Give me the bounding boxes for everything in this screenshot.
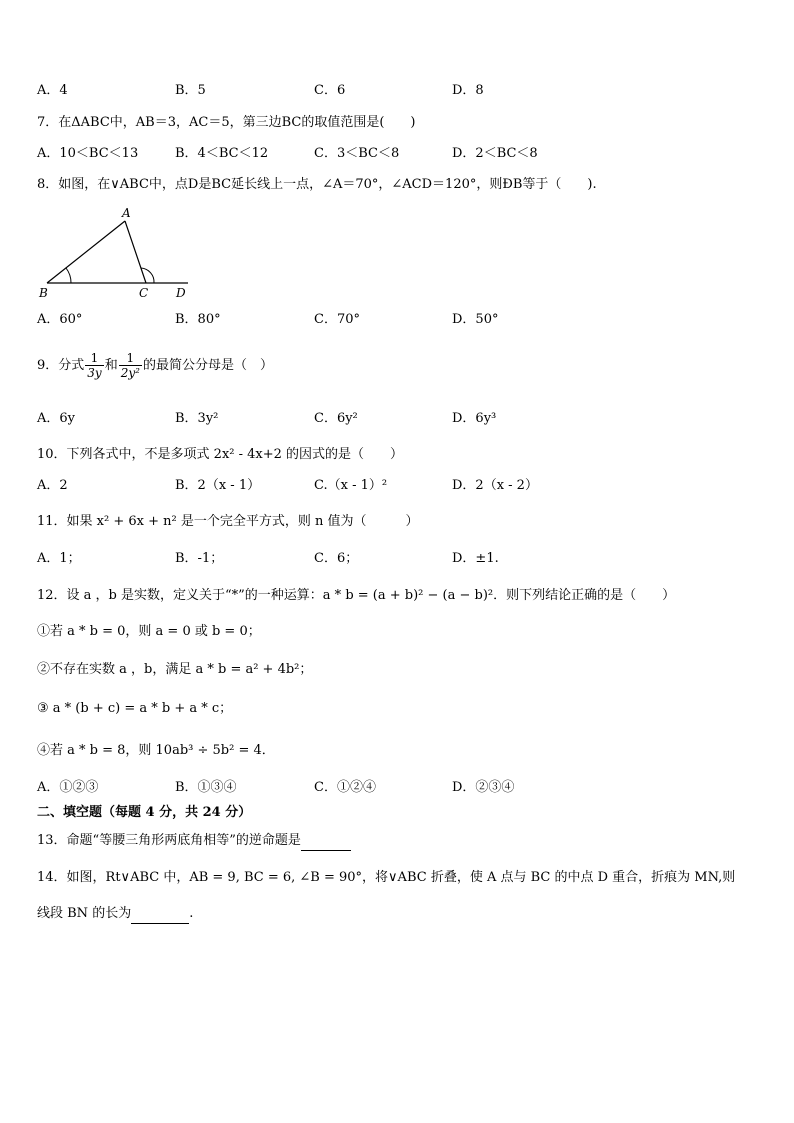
- angle-b-arc: [66, 268, 71, 283]
- q8-option-d: D．50°: [452, 312, 499, 327]
- q7-option-c: C．3＜BC＜8: [314, 146, 400, 161]
- q12-options: [37, 778, 737, 798]
- q12-option-d: D．②③④: [452, 780, 515, 795]
- q9-option-a: A．6y: [37, 411, 76, 426]
- q7-option-b: B．4＜BC＜12: [175, 146, 269, 161]
- q11-option-b: B．-1；: [175, 551, 224, 566]
- q6-option-a: A．4: [37, 83, 68, 98]
- q9-suffix: 的最简公分母是（ ）: [142, 358, 273, 373]
- q6-options: [37, 81, 737, 101]
- q8-options: [37, 310, 737, 330]
- q9-frac1-den: 3y: [87, 366, 102, 380]
- q12-statement-3: ③ a * (b + c) = a * b + a * c；: [37, 701, 233, 716]
- q10-stem: 10．下列各式中，不是多项式 2x² - 4x+2 的因式的是（ ）: [37, 447, 404, 462]
- q9-fraction-2: [119, 351, 142, 380]
- line-ac: [125, 221, 146, 283]
- q9-frac2-num: 1: [119, 351, 142, 366]
- q6-option-d: D．8: [452, 83, 484, 98]
- q10-options: [37, 476, 737, 496]
- label-c: C: [139, 286, 149, 300]
- q7-options: [37, 144, 737, 164]
- q9-fraction-1: [85, 351, 103, 380]
- q13-stem: 13．命题“等腰三角形两底角相等”的逆命题是: [37, 833, 301, 848]
- label-d: D: [176, 286, 186, 300]
- section-2-title: 二、填空题（每题 4 分，共 24 分）: [37, 805, 252, 820]
- q11-option-c: C．6；: [314, 551, 359, 566]
- line-ba: [47, 221, 125, 283]
- q14-period: .: [189, 906, 194, 921]
- q6-option-c: C．6: [314, 83, 346, 98]
- q11-options: [37, 549, 737, 569]
- q7-option-d: D．2＜BC＜8: [452, 146, 538, 161]
- q9-option-c: C．6y²: [314, 411, 358, 426]
- label-b: B: [39, 286, 48, 300]
- q10-option-a: A．2: [37, 478, 68, 493]
- q9-mid: 和: [104, 358, 118, 373]
- q9-frac2-den: 2y²: [120, 366, 140, 380]
- q9-options: [37, 409, 737, 429]
- q8-option-a: A．60°: [37, 312, 83, 327]
- q14-line-2: [37, 904, 193, 924]
- q8-option-c: C．70°: [314, 312, 360, 327]
- q8-option-b: B．80°: [175, 312, 221, 327]
- q9-option-d: D．6y³: [452, 411, 497, 426]
- q6-option-b: B．5: [175, 83, 206, 98]
- q9-frac1-num: 1: [85, 351, 103, 366]
- q14-stem-end: 线段 BN 的长为: [37, 906, 132, 921]
- q9-option-b: B．3y²: [175, 411, 219, 426]
- q12-option-a: A．①②③: [37, 780, 99, 795]
- q7-stem: 7．在ΔABC中，AB＝3，AC＝5，第三边BC的取值范围是( ): [37, 115, 416, 130]
- q13-answer-blank[interactable]: [301, 836, 351, 851]
- q9-stem: [37, 347, 273, 385]
- q11-stem: 11．如果 x² + 6x + n² 是一个完全平方式，则 n 值为（ ）: [37, 514, 419, 529]
- q11-option-a: A．1；: [37, 551, 81, 566]
- q8-triangle-figure: [36, 205, 196, 300]
- q14-line-1: 14．如图，Rt∨ABC 中，AB = 9, BC = 6, ∠B = 90°，将∨ABC 折叠，使 A 点与 BC 的中点 D 重合，折痕为 MN,则: [37, 870, 736, 885]
- q11-option-d: D．±1.: [452, 551, 499, 566]
- q12-statement-2: ②不存在实数 a ，b，满足 a * b = a² + 4b²；: [37, 662, 313, 677]
- q14-answer-blank[interactable]: [131, 909, 189, 924]
- q9-prefix: 9．分式: [37, 358, 85, 373]
- q12-statement-1: ①若 a * b = 0，则 a = 0 或 b = 0；: [37, 624, 261, 639]
- q12-statement-4: ④若 a * b = 8，则 10ab³ ÷ 5b² = 4．: [37, 743, 275, 758]
- q12-stem: 12．设 a ，b 是实数，定义关于“*”的一种运算：a * b = (a + b)² − (a − b)²．则下列结论正确的是（ ）: [37, 588, 676, 603]
- q7-option-a: A．10＜BC＜13: [37, 146, 139, 161]
- q13-line: [37, 831, 351, 851]
- q12-option-b: B．①③④: [175, 780, 237, 795]
- q10-option-c: C.（x - 1）²: [314, 478, 388, 493]
- q12-option-c: C．①②④: [314, 780, 376, 795]
- q10-option-d: D．2（x - 2）: [452, 478, 538, 493]
- label-a: A: [122, 206, 131, 220]
- q10-option-b: B．2（x - 1）: [175, 478, 261, 493]
- q8-stem: 8．如图，在∨ABC中，点D是BC延长线上一点，∠A＝70°，∠ACD＝120°，则ÐB等于（ ).: [37, 177, 597, 192]
